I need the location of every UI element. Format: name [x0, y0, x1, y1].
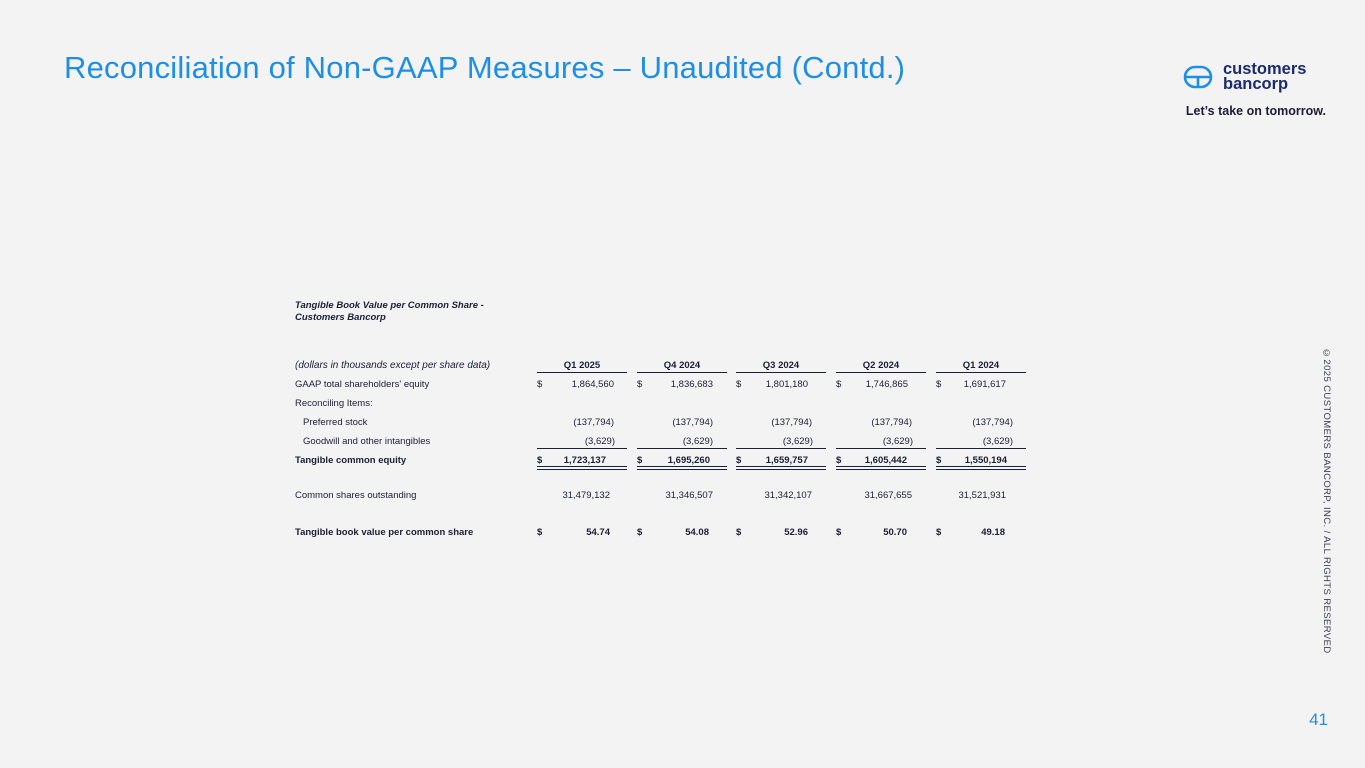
table-cell: (137,794) [771, 417, 812, 428]
table-cell: 54.08 [685, 527, 709, 538]
table-cell: 1,864,560 [571, 379, 614, 390]
row-label-reconciling: Reconciling Items: [295, 398, 373, 409]
currency-symbol: $ [936, 527, 942, 538]
currency-symbol: $ [836, 455, 842, 466]
table-cell: 54.74 [586, 527, 610, 538]
total-double-rule [836, 466, 926, 470]
column-header: Q1 2025 [537, 360, 627, 373]
table-cell: 31,346,507 [665, 490, 713, 501]
table-cell: (3,629) [682, 436, 713, 447]
table-cell: 31,667,655 [864, 490, 912, 501]
currency-symbol: $ [736, 455, 742, 466]
table-title: Tangible Book Value per Common Share - Customers Bancorp [295, 300, 484, 323]
page-number: 41 [1309, 710, 1328, 729]
subtotal-rule [637, 448, 727, 449]
total-double-rule [537, 466, 627, 470]
table-cell: 49.18 [981, 527, 1005, 538]
currency-symbol: $ [537, 379, 543, 390]
currency-symbol: $ [836, 379, 842, 390]
table-cell: 31,521,931 [958, 490, 1006, 501]
page-title: Reconciliation of Non-GAAP Measures – Unaudited (Contd.) [64, 50, 906, 85]
subtotal-rule [836, 448, 926, 449]
currency-symbol: $ [936, 379, 942, 390]
table-cell: (137,794) [972, 417, 1013, 428]
column-header: Q2 2024 [836, 360, 926, 373]
table-cell: (3,629) [584, 436, 615, 447]
tagline: Let’s take on tomorrow. [1185, 104, 1326, 118]
subtotal-rule [736, 448, 826, 449]
table-cell: (137,794) [871, 417, 912, 428]
copyright-notice: ©2025 CUSTOMERS BANCORP, INC. / ALL RIGHTS RESERVED [1321, 348, 1332, 654]
table-cell: (3,629) [982, 436, 1013, 447]
currency-symbol: $ [836, 527, 842, 538]
table-cell: 52.96 [784, 527, 808, 538]
currency-symbol: $ [736, 527, 742, 538]
table-cell: (137,794) [672, 417, 713, 428]
column-header: Q1 2024 [936, 360, 1026, 373]
table-cell: 1,659,757 [765, 455, 808, 466]
column-header: Q3 2024 [736, 360, 826, 373]
subtotal-rule [936, 448, 1026, 449]
row-label-tce: Tangible common equity [295, 455, 407, 466]
table-cell: 1,550,194 [964, 455, 1007, 466]
units-label: (dollars in thousands except per share data) [295, 360, 491, 371]
table-cell: (3,629) [882, 436, 913, 447]
table-cell: 1,723,137 [563, 455, 606, 466]
logo-text-line2: bancorp [1223, 75, 1289, 93]
total-double-rule [936, 466, 1026, 470]
row-label-equity: GAAP total shareholders' equity [295, 379, 430, 390]
column-header: Q4 2024 [637, 360, 727, 373]
row-label-tbv: Tangible book value per common share [295, 527, 474, 538]
table-cell: 1,801,180 [765, 379, 808, 390]
table-cell: 1,605,442 [864, 455, 907, 466]
table-cell: 31,342,107 [764, 490, 812, 501]
table-cell: (137,794) [573, 417, 614, 428]
currency-symbol: $ [637, 379, 643, 390]
table-cell: 31,479,132 [562, 490, 610, 501]
row-label-shares: Common shares outstanding [295, 490, 417, 501]
logo-mark-icon [1183, 62, 1213, 92]
company-logo [1183, 62, 1306, 92]
row-label-goodwill: Goodwill and other intangibles [303, 436, 431, 447]
currency-symbol: $ [637, 455, 643, 466]
currency-symbol: $ [936, 455, 942, 466]
currency-symbol: $ [537, 455, 543, 466]
table-cell: 1,836,683 [670, 379, 713, 390]
currency-symbol: $ [736, 379, 742, 390]
table-cell: 1,746,865 [865, 379, 908, 390]
currency-symbol: $ [637, 527, 643, 538]
row-label-preferred: Preferred stock [303, 417, 368, 428]
subtotal-rule [537, 448, 627, 449]
logo-text-line1: customers [1223, 60, 1307, 78]
table-cell: 1,695,260 [667, 455, 710, 466]
table-cell: 1,691,617 [963, 379, 1006, 390]
table-cell: 50.70 [883, 527, 907, 538]
table-cell: (3,629) [782, 436, 813, 447]
total-double-rule [736, 466, 826, 470]
currency-symbol: $ [537, 527, 543, 538]
total-double-rule [637, 466, 727, 470]
